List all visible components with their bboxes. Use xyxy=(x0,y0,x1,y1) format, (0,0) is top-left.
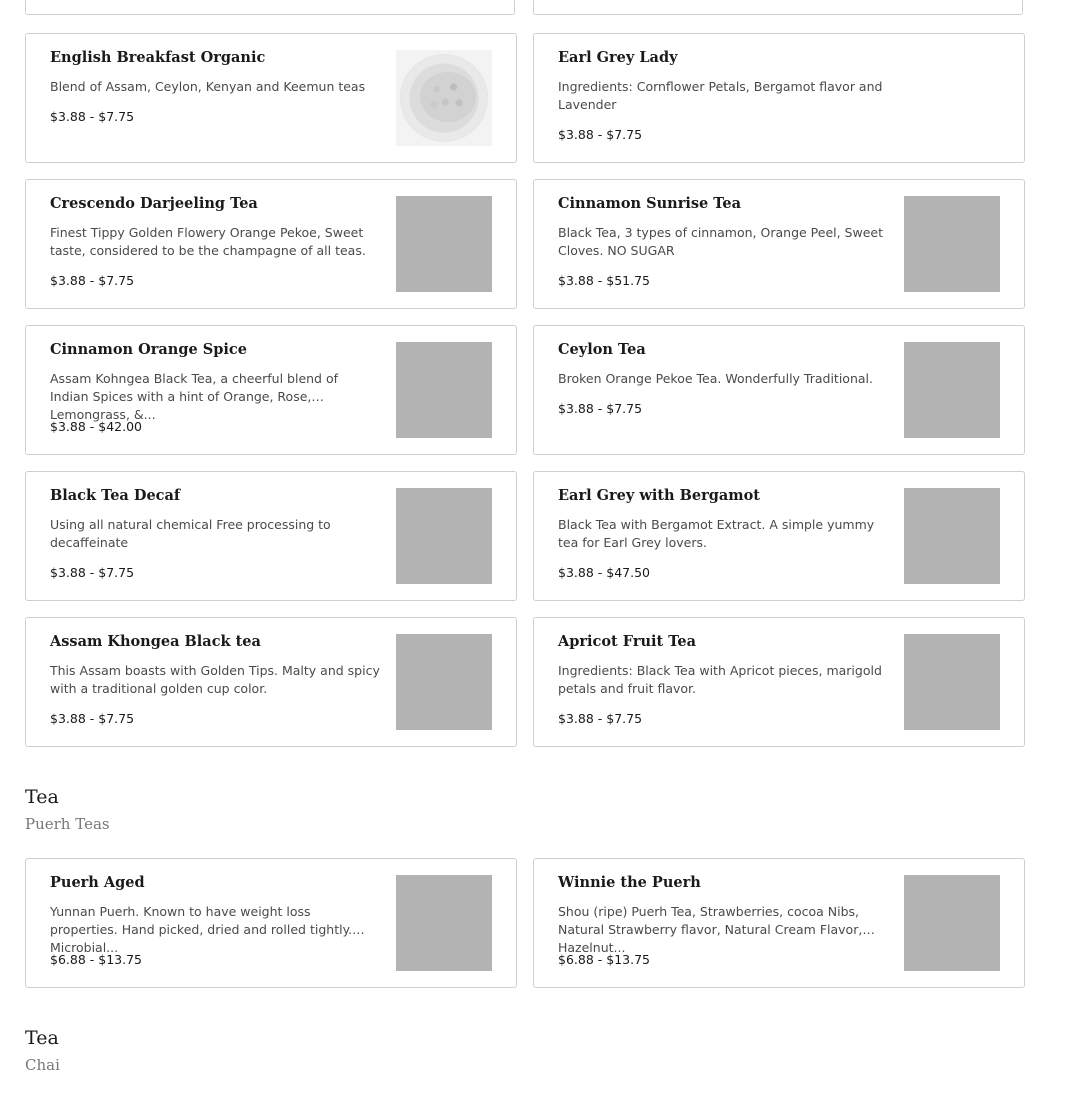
product-image-placeholder xyxy=(904,488,1000,584)
product-name: Puerh Aged xyxy=(50,874,145,891)
product-price: $3.88 - $7.75 xyxy=(558,711,643,726)
product-card[interactable] xyxy=(25,179,517,309)
product-name: Cinnamon Orange Spice xyxy=(50,341,247,358)
product-card-partial[interactable] xyxy=(533,0,1023,15)
product-price: $3.88 - $7.75 xyxy=(558,127,643,142)
product-description: Ingredients: Cornflower Petals, Bergamot flavor and Lavender xyxy=(558,79,883,112)
product-description: Using all natural chemical Free processing to decaffeinate xyxy=(50,517,331,550)
product-card[interactable] xyxy=(533,33,1025,163)
product-description: Black Tea with Bergamot Extract. A simple yummy tea for Earl Grey lovers. xyxy=(558,517,875,550)
product-image-placeholder xyxy=(396,488,492,584)
product-description: Ingredients: Black Tea with Apricot pieces, marigold petals and fruit flavor. xyxy=(558,663,882,696)
product-price: $6.88 - $13.75 xyxy=(50,952,142,967)
product-name: Earl Grey with Bergamot xyxy=(558,487,761,504)
section-subtitle: Puerh Teas xyxy=(25,815,110,833)
product-price: $3.88 - $51.75 xyxy=(558,273,650,288)
product-card[interactable] xyxy=(25,325,517,455)
product-price: $3.88 - $7.75 xyxy=(50,565,135,580)
product-image-placeholder xyxy=(396,342,492,438)
product-image-placeholder xyxy=(396,875,492,971)
product-name: English Breakfast Organic xyxy=(50,49,266,66)
product-description: Blend of Assam, Ceylon, Kenyan and Keemun teas xyxy=(50,79,366,94)
product-image-placeholder xyxy=(396,634,492,730)
product-description: This Assam boasts with Golden Tips. Malty and spicy with a traditional golden cup color. xyxy=(50,663,380,696)
product-name: Crescendo Darjeeling Tea xyxy=(50,195,258,212)
product-price: $3.88 - $7.75 xyxy=(50,711,135,726)
product-name: Assam Khongea Black tea xyxy=(50,633,261,650)
product-image-placeholder xyxy=(904,342,1000,438)
section-title: Tea xyxy=(25,786,59,808)
product-price: $3.88 - $7.75 xyxy=(558,401,643,416)
product-name: Winnie the Puerh xyxy=(558,874,701,891)
product-description: Assam Kohngea Black Tea, a cheerful blend of Indian Spices with a hint of Orange, Rose, Lemongrass, &... xyxy=(50,371,339,422)
product-image-placeholder xyxy=(904,196,1000,292)
product-description: Broken Orange Pekoe Tea. Wonderfully Traditional. xyxy=(558,371,873,386)
product-name: Black Tea Decaf xyxy=(50,487,181,504)
product-card[interactable] xyxy=(25,858,517,988)
product-name: Ceylon Tea xyxy=(558,341,646,358)
product-description: Shou (ripe) Puerh Tea, Strawberries, cocoa Nibs, Natural Strawberry flavor, Natural Cream Flavor, Hazelnut... xyxy=(558,904,863,955)
product-description: Finest Tippy Golden Flowery Orange Pekoe, Sweet taste, considered to be the champagne of all teas. xyxy=(50,225,366,258)
product-card[interactable] xyxy=(533,617,1025,747)
product-name: Earl Grey Lady xyxy=(558,49,678,66)
product-card[interactable] xyxy=(533,325,1025,455)
product-card[interactable] xyxy=(533,179,1025,309)
product-image-placeholder xyxy=(904,634,1000,730)
product-card[interactable] xyxy=(25,617,517,747)
product-price: $6.88 - $13.75 xyxy=(558,952,650,967)
product-name: Cinnamon Sunrise Tea xyxy=(558,195,742,212)
section-title: Tea xyxy=(25,1027,59,1049)
product-card[interactable] xyxy=(25,33,517,163)
product-image-placeholder xyxy=(904,875,1000,971)
product-description: Yunnan Puerh. Known to have weight loss properties. Hand picked, dried and rolled tightly. Microbial... xyxy=(50,904,353,955)
product-image-placeholder xyxy=(396,196,492,292)
product-image xyxy=(396,50,492,146)
product-price: $3.88 - $47.50 xyxy=(558,565,650,580)
product-price: $3.88 - $7.75 xyxy=(50,109,135,124)
product-card[interactable] xyxy=(25,471,517,601)
section-subtitle: Chai xyxy=(25,1056,60,1074)
product-card[interactable] xyxy=(533,858,1025,988)
product-price: $3.88 - $7.75 xyxy=(50,273,135,288)
product-card[interactable] xyxy=(533,471,1025,601)
product-name: Apricot Fruit Tea xyxy=(558,633,697,650)
product-description: Black Tea, 3 types of cinnamon, Orange Peel, Sweet Cloves. NO SUGAR xyxy=(558,225,883,258)
tea-plate-image xyxy=(400,54,488,142)
product-card-partial[interactable] xyxy=(25,0,515,15)
product-price: $3.88 - $42.00 xyxy=(50,419,142,434)
